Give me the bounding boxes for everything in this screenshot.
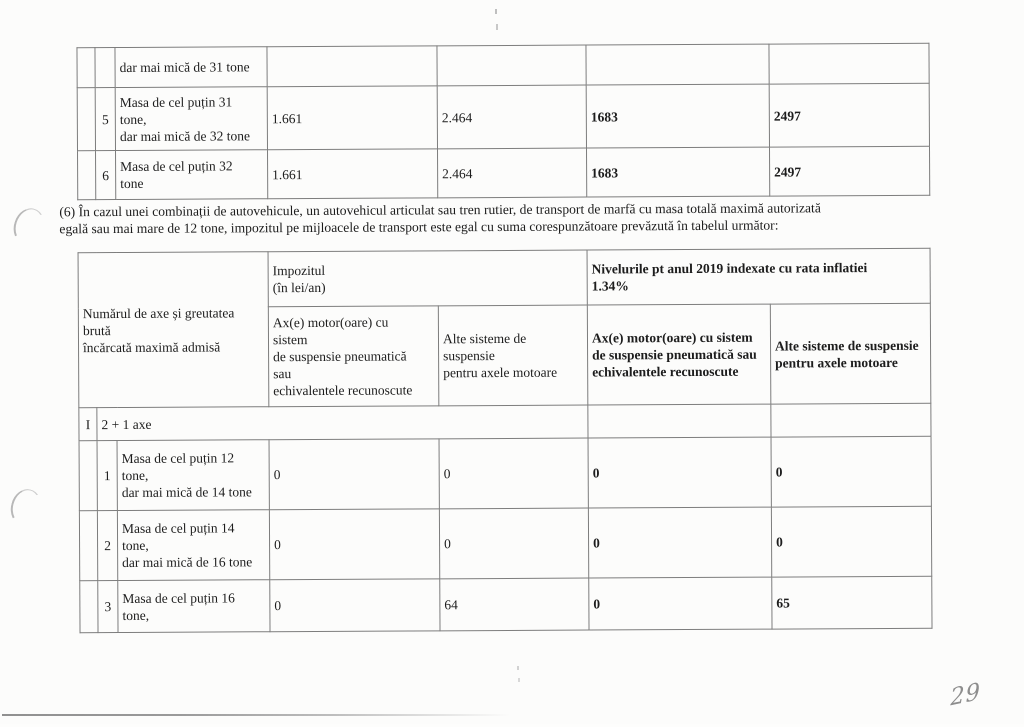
tax-value-cell: 0	[588, 507, 771, 578]
spacer-cell	[80, 581, 98, 633]
scan-speck-artifact	[518, 678, 520, 682]
tax-value-cell: 1683	[586, 147, 769, 197]
spacer-cell	[77, 88, 95, 151]
tax-value-cell: 2.464	[437, 85, 586, 149]
tax-value-cell: 0	[269, 439, 439, 510]
table-row	[80, 576, 932, 632]
levels-2019-header-cell: Nivelurile pt anul 2019 indexate cu rata inflatiei 1.34%	[587, 248, 930, 305]
row-number-cell: 1	[97, 441, 117, 511]
tax-header-cell: Impozitul (în lei/an)	[268, 250, 587, 307]
tax-value-cell: 0	[771, 436, 931, 507]
axle-group-row	[79, 403, 931, 440]
table-header-row	[78, 248, 930, 307]
tax-value-cell: 0	[439, 508, 588, 579]
row-number-cell	[95, 48, 115, 88]
tax-value-cell: 0	[439, 438, 588, 509]
other-suspension-2019-header-cell: Alte sisteme de suspensie pentru axele motoare	[770, 303, 931, 404]
spacer-cell	[78, 151, 96, 200]
spacer-cell	[79, 441, 97, 511]
tax-value-cell: 0	[269, 509, 439, 580]
group-index-cell: I	[79, 408, 97, 441]
row-number-cell: 6	[96, 151, 116, 200]
tax-value-cell	[586, 44, 769, 85]
table-row	[79, 506, 931, 580]
tax-value-cell: 0	[771, 506, 931, 577]
mass-label-cell: Masa de cel puțin 32 tone	[116, 150, 268, 200]
row-number-cell: 3	[98, 581, 118, 633]
vehicle-tax-table-partial	[76, 43, 930, 200]
mass-label-cell: dar mai mică de 31 tone	[115, 47, 267, 88]
tax-value-cell: 1.661	[268, 149, 438, 199]
tax-value-cell: 0	[588, 437, 771, 508]
scan-edge-line-artifact	[2, 714, 510, 716]
tax-value-cell	[771, 403, 931, 437]
table-row	[78, 146, 930, 199]
other-suspension-header-cell: Alte sisteme de suspensie pentru axele motoare	[438, 305, 588, 406]
tax-value-cell: 2497	[769, 83, 929, 147]
table-row	[77, 83, 929, 150]
tax-value-cell: 2.464	[437, 148, 586, 198]
mass-label-cell: Masa de cel puțin 16 tone,	[118, 580, 270, 633]
tax-value-cell: 0	[589, 577, 772, 630]
pneumatic-suspension-2019-header-cell: Ax(e) motor(oare) cu sistem de suspensie pneumatică sau echivalentele recunoscute	[587, 304, 771, 405]
tax-value-cell: 64	[440, 578, 589, 631]
tax-value-cell	[769, 43, 929, 84]
paragraph-article-6: (6) În cazul unei combinații de autovehicule, un autovehicul articulat sau tren rutier, de transport de marfă cu masa totală maximă autorizată egală sau mai mare de 12 tone, impozitul pe mijloacele de transport este egal cu suma corespunzătoare prevăzută în tabelul următor:	[59, 200, 821, 236]
scan-speck-artifact	[517, 666, 519, 670]
scan-speck-artifact	[495, 9, 497, 14]
mass-label-cell: Masa de cel puțin 31 tone, dar mai mică de 32 tone	[115, 87, 267, 151]
tax-value-cell	[437, 45, 586, 86]
mass-label-cell: Masa de cel puțin 14 tone, dar mai mică de 16 tone	[117, 510, 269, 581]
mass-label-cell: Masa de cel puțin 12 tone, dar mai mică de 14 tone	[117, 440, 269, 511]
tax-value-cell	[267, 46, 437, 87]
pneumatic-suspension-header-cell: Ax(e) motor(oare) cu sistem de suspensie pneumatică sau echivalentele recunoscute	[268, 306, 439, 407]
scan-speck-artifact	[496, 24, 498, 30]
spacer-cell	[77, 48, 95, 88]
axes-weight-header-cell: Numărul de axe și greutatea brută încărcată maximă admisă	[78, 252, 269, 408]
spacer-cell	[79, 511, 97, 581]
row-number-cell: 5	[95, 88, 115, 151]
table-row	[77, 43, 929, 87]
combination-tax-table	[78, 248, 933, 633]
table-row	[79, 436, 931, 510]
axle-group-label-cell: 2 + 1 axe	[97, 405, 588, 441]
tax-value-cell: 1.661	[267, 86, 437, 150]
handwritten-page-number: 29	[950, 678, 981, 712]
row-number-cell: 2	[97, 511, 117, 581]
tax-value-cell: 65	[772, 576, 932, 629]
tax-value-cell: 2497	[769, 146, 929, 196]
tax-value-cell: 1683	[586, 84, 769, 148]
tax-value-cell: 0	[270, 579, 440, 632]
tax-value-cell	[588, 404, 771, 438]
